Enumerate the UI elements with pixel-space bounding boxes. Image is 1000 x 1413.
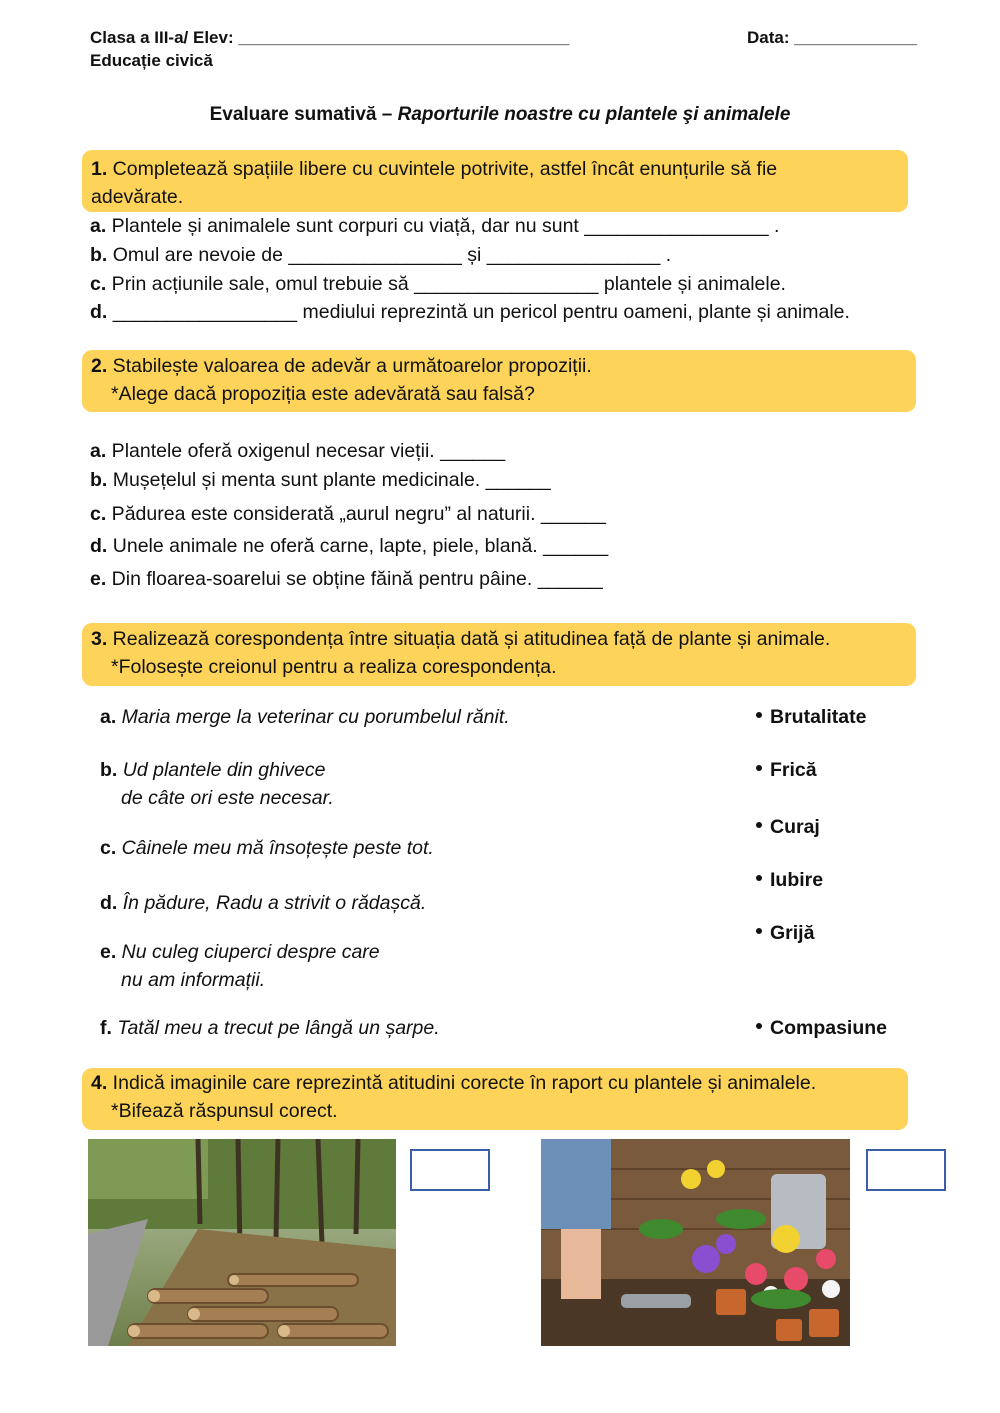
- situation-text: Maria merge la veterinar cu porumbelul rănit.: [116, 706, 510, 728]
- situation-b[interactable]: [100, 759, 334, 810]
- situation-text: Nu culeg ciuperci despre care: [116, 941, 380, 963]
- ex2-item-b[interactable]: [90, 469, 551, 492]
- ex2-item-e[interactable]: [90, 568, 603, 591]
- attitude-brutalitate[interactable]: [756, 706, 866, 729]
- item-text: _________________ mediului reprezintă un pericol pentru oameni, plante și animale.: [107, 301, 850, 323]
- item-text: Pădurea este considerată „aurul negru” al naturii. ______: [106, 503, 607, 525]
- situation-letter: d.: [100, 892, 118, 914]
- situation-text: Tatăl meu a trecut pe lângă un șarpe.: [111, 1017, 440, 1039]
- ex4-number: 4.: [91, 1072, 108, 1094]
- situation-letter: b.: [100, 759, 118, 781]
- bullet-icon: [756, 875, 762, 881]
- ex1-instruction-line2: adevărate.: [91, 186, 184, 208]
- photo1-checkbox[interactable]: [410, 1149, 490, 1191]
- ex1-instruction: [91, 155, 777, 211]
- attitude-label: Compasiune: [770, 1017, 888, 1039]
- situation-e[interactable]: [100, 941, 380, 992]
- item-letter: a.: [90, 215, 107, 237]
- situation-d[interactable]: [100, 892, 426, 915]
- ex1-instruction-line1: Completează spațiile libere cu cuvintele potrivite, astfel încât enunțurile să fie: [107, 158, 778, 180]
- situation-text-cont: nu am informații.: [121, 969, 266, 991]
- situation-c[interactable]: [100, 837, 434, 860]
- attitude-grija[interactable]: [756, 922, 814, 945]
- item-text: Mușețelul și menta sunt plante medicinale. ______: [107, 469, 551, 491]
- situation-letter: a.: [100, 706, 117, 728]
- situation-a[interactable]: [100, 706, 510, 729]
- item-letter: b.: [90, 469, 108, 491]
- situation-f[interactable]: [100, 1017, 440, 1040]
- ex1-item-d[interactable]: [90, 301, 850, 324]
- ex2-number: 2.: [91, 355, 108, 377]
- item-letter: b.: [90, 244, 108, 266]
- situation-letter: f.: [100, 1017, 112, 1039]
- item-letter: c.: [90, 273, 107, 295]
- item-letter: d.: [90, 535, 108, 557]
- situation-letter: e.: [100, 941, 117, 963]
- attitude-label: Brutalitate: [770, 706, 867, 728]
- ex3-instruction-line1: Realizează corespondența între situația dată și atitudinea față de plante și animale.: [107, 628, 831, 650]
- ex3-instruction-line2: *Folosește creionul pentru a realiza corespondența.: [111, 656, 557, 678]
- bullet-icon: [756, 712, 762, 718]
- situation-text: Câinele meu mă însoțește peste tot.: [116, 837, 434, 859]
- item-text: Prin acțiunile sale, omul trebuie să _________________ plantele și animalele.: [106, 273, 786, 295]
- ex1-number: 1.: [91, 158, 108, 180]
- item-letter: d.: [90, 301, 108, 323]
- item-text: Plantele și animalele sunt corpuri cu viață, dar nu sunt _________________ .: [106, 215, 780, 237]
- ex2-instruction-line2: *Alege dacă propoziția este adevărată sau falsă?: [111, 383, 535, 405]
- item-text: Plantele oferă oxigenul necesar vieții. ______: [106, 440, 506, 462]
- attitude-label: Iubire: [770, 869, 824, 891]
- attitude-iubire[interactable]: [756, 869, 823, 892]
- worksheet-title: [0, 104, 1000, 126]
- item-text: Unele animale ne oferă carne, lapte, piele, blană. ______: [107, 535, 609, 557]
- ex2-item-c[interactable]: [90, 503, 606, 526]
- ex1-item-c[interactable]: [90, 273, 786, 296]
- attitude-label: Curaj: [770, 816, 820, 838]
- situation-text: Ud plantele din ghivece: [117, 759, 326, 781]
- date-line: Data: _____________: [747, 28, 918, 47]
- subject-label: Educație civică: [90, 51, 213, 70]
- ex4-instruction-line2: *Bifează răspunsul corect.: [111, 1100, 338, 1122]
- ex2-item-d[interactable]: [90, 535, 608, 558]
- ex3-number: 3.: [91, 628, 108, 650]
- ex1-item-a[interactable]: [90, 215, 779, 238]
- bullet-icon: [756, 822, 762, 828]
- title-topic: Raporturile noastre cu plantele şi animalele: [397, 104, 791, 125]
- ex4-instruction: [91, 1069, 816, 1125]
- photo2-checkbox[interactable]: [866, 1149, 946, 1191]
- item-letter: c.: [90, 503, 107, 525]
- attitude-label: Grijă: [770, 922, 815, 944]
- attitude-curaj[interactable]: [756, 816, 820, 839]
- title-prefix: Evaluare sumativă –: [209, 104, 398, 125]
- ex3-instruction: [91, 625, 830, 681]
- item-text: Din floarea-soarelui se obține făină pentru pâine. ______: [106, 568, 603, 590]
- deforestation-photo: [88, 1139, 396, 1346]
- attitude-label: Frică: [770, 759, 817, 781]
- ex4-instruction-line1: Indică imaginile care reprezintă atitudini corecte în raport cu plantele și animalele.: [107, 1072, 817, 1094]
- bullet-icon: [756, 1023, 762, 1029]
- situation-text-cont: de câte ori este necesar.: [121, 787, 334, 809]
- item-text: Omul are nevoie de ________________ și ________________ .: [107, 244, 672, 266]
- situation-text: În pădure, Radu a strivit o rădașcă.: [117, 892, 427, 914]
- ex2-item-a[interactable]: [90, 440, 505, 463]
- student-line: Clasa a III-a/ Elev: ___________________________________: [90, 28, 570, 47]
- situation-letter: c.: [100, 837, 117, 859]
- bullet-icon: [756, 765, 762, 771]
- item-letter: e.: [90, 568, 107, 590]
- item-letter: a.: [90, 440, 107, 462]
- planting-flowers-photo: [541, 1139, 850, 1346]
- attitude-frica[interactable]: [756, 759, 817, 782]
- ex2-instruction-line1: Stabilește valoarea de adevăr a următoarelor propoziții.: [107, 355, 592, 377]
- ex1-item-b[interactable]: [90, 244, 671, 267]
- bullet-icon: [756, 928, 762, 934]
- ex2-instruction: [91, 352, 592, 408]
- attitude-compasiune[interactable]: [756, 1017, 887, 1040]
